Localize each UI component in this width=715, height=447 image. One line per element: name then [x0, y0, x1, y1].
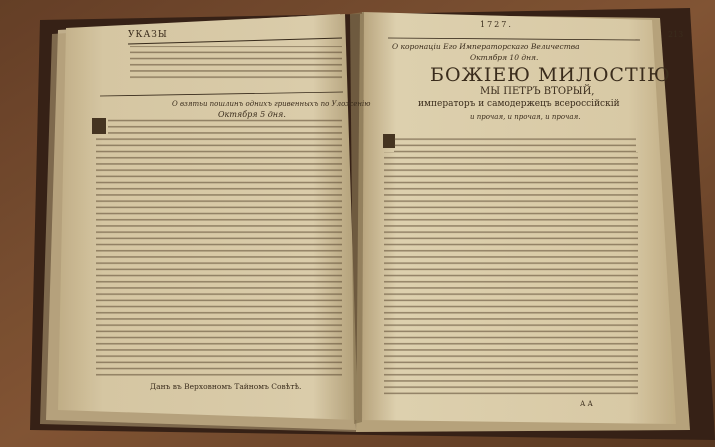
- right-year: 1727.: [480, 20, 513, 29]
- right-headline: БОЖIЕЮ МИЛОСТIЮ: [430, 64, 671, 86]
- left-signature: Данъ въ Верховномъ Тайномъ Совѣтѣ.: [150, 382, 302, 391]
- right-caption-date: Октября 10 дня.: [470, 53, 539, 62]
- left-running-head: УКАЗЫ: [128, 30, 168, 40]
- left-section-title: О взятьи пошлинъ однихъ гривенныхъ по Уложенiю: [172, 100, 371, 108]
- left-date: Октября 5 дня.: [218, 110, 286, 119]
- right-subtitle-etc: и прочая, и прочая, и прочая.: [470, 113, 581, 121]
- right-caption: О коронацiи Его Императорскаго Величества: [392, 42, 580, 51]
- right-subtitle-title: императоръ и самодержецъ всероссiйскiй: [418, 99, 620, 109]
- right-subtitle-emperor: МЫ ПЕТРЪ ВТОРЫЙ,: [480, 86, 595, 97]
- right-signature-mark: А А: [580, 400, 593, 408]
- right-page-number: 213: [668, 30, 684, 39]
